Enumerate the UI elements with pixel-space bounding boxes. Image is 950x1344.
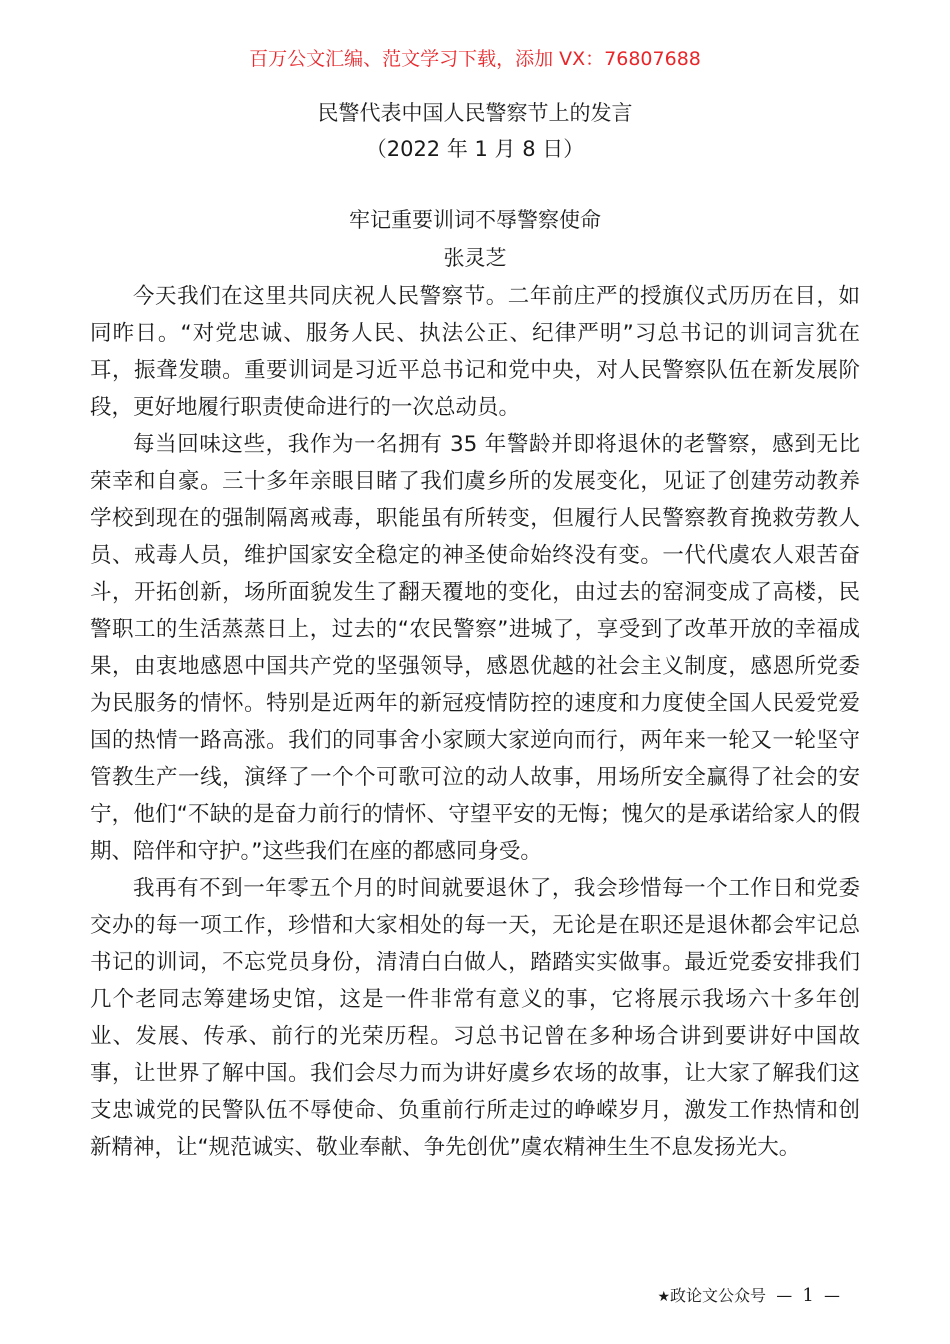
footer-dash-right: — xyxy=(824,1286,840,1305)
speech-title: 牢记重要训词不辱警察使命 xyxy=(349,208,601,232)
footer-source: 政论文公众号 xyxy=(670,1286,767,1305)
paragraph: 我再有不到一年零五个月的时间就要退休了，我会珍惜每一个工作日和党委交办的每一项工作，珍惜和大家相处的每一天，无论是在职还是退休都会牢记总书记的训词，不忘党员身份，清清白白做人，踏踏实实做事。最近党委安排我们几个老同志筹建场史馆，这是一件非常有意义的事，它将展示我场六十多年创业、发展、传承、前行的光荣历程。习总书记曾在多种场合讲到要讲好中国故事，让世界了解中国。我们会尽力而为讲好虞乡农场的故事，让大家了解我们这支忠诚党的民警队伍不辱使命、负重前行所走过的峥嵘岁月，激发工作热情和创新精神，让“规范诚实、敬业奉献、争先创优”虞农精神生生不息发扬光大。 xyxy=(90,876,860,1160)
document-date: （2022 年 1 月 8 日） xyxy=(365,137,585,161)
download-banner: 百万公文汇编、范文学习下载，添加 VX：76807688 xyxy=(249,48,701,70)
document-title: 民警代表中国人民警察节上的发言 xyxy=(317,101,633,125)
star-icon: ★ xyxy=(657,1289,671,1305)
page-footer xyxy=(657,1283,840,1310)
speech-author: 张灵芝 xyxy=(443,246,507,270)
page-number: 1 xyxy=(802,1285,814,1306)
speech-body xyxy=(90,278,860,1166)
paragraph: 今天我们在这里共同庆祝人民警察节。二年前庄严的授旗仪式历历在目，如同昨日。“对党忠诚、服务人民、执法公正、纪律严明”习总书记的训词言犹在耳，振聋发聩。重要训词是习近平总书记和党中央，对人民警察队伍在新发展阶段，更好地履行职责使命进行的一次总动员。 xyxy=(90,284,860,420)
footer-dash-left: — xyxy=(776,1286,793,1305)
paragraph: 每当回味这些，我作为一名拥有 35 年警龄并即将退休的老警察，感到无比荣幸和自豪。三十多年亲眼目睹了我们虞乡所的发展变化，见证了创建劳动教养学校到现在的强制隔离戒毒，职能虽有所转变，但履行人民警察教育挽救劳教人员、戒毒人员，维护国家安全稳定的神圣使命始终没有变。一代代虞农人艰苦奋斗，开拓创新，场所面貌发生了翻天覆地的变化，由过去的窑洞变成了高楼，民警职工的生活蒸蒸日上，过去的“农民警察”进城了，享受到了改革开放的幸福成果，由衷地感恩中国共产党的坚强领导，感恩优越的社会主义制度，感恩所党委为民服务的情怀。特别是近两年的新冠疫情防控的速度和力度使全国人民爱党爱国的热情一路高涨。我们的同事舍小家顾大家逆向而行，两年来一轮又一轮坚守管教生产一线，演绎了一个个可歌可泣的动人故事，用场所安全赢得了社会的安宁，他们“不缺的是奋力前行的情怀、守望平安的无悔；愧欠的是承诺给家人的假期、陪伴和守护。”这些我们在座的都感同身受。 xyxy=(90,432,860,864)
